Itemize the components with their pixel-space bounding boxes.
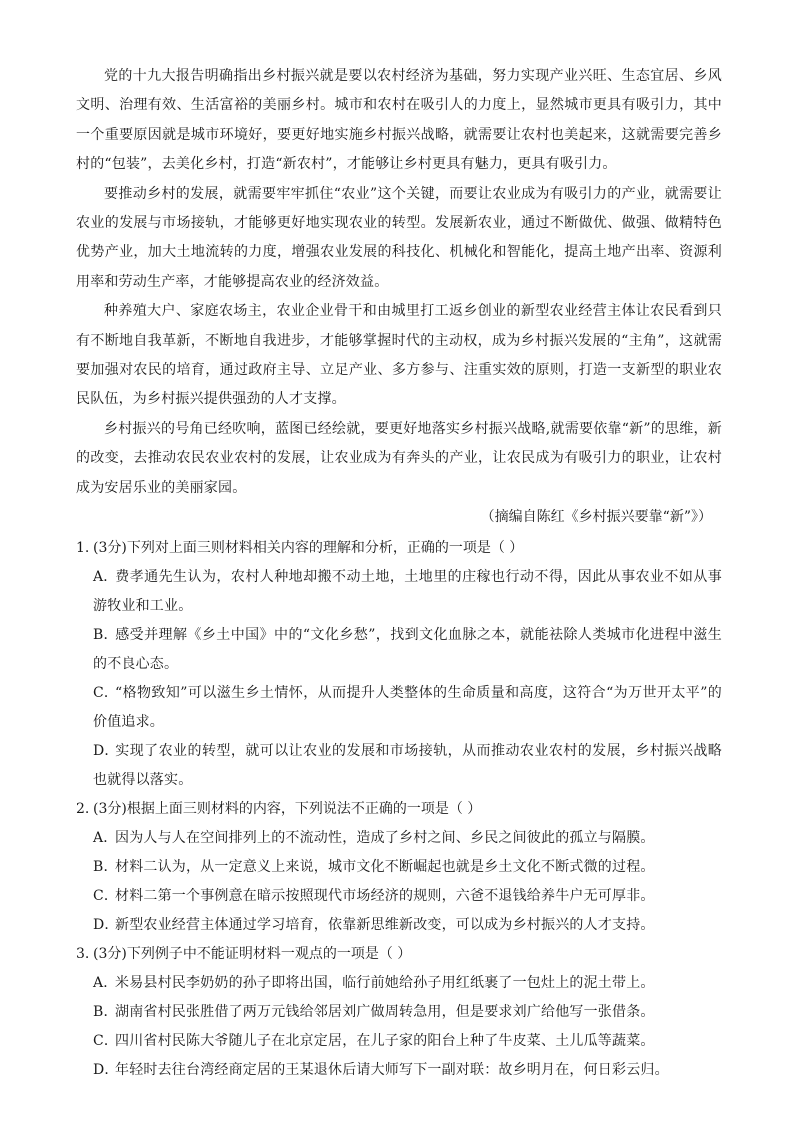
option-letter: D． [93,1062,119,1079]
option-text: 实现了农业的转型，就可以让农业的发展和市场接轨，从而推动农业农村的发展，乡村振兴战略也就得以落实。 [93,743,722,789]
option-a [76,824,722,853]
option-text: 费孝通先生认为，农村人种地却搬不动土地，土地里的庄稼也行动不得，因此从事农业不如从事游牧业和工业。 [93,569,722,615]
option-d [76,737,722,795]
paragraph-3: 种养殖大户、家庭农场主，农业企业骨干和由城里打工返乡创业的新型农业经营主体让农民看到只有不断地自我革新，不断地自我进步，才能够掌握时代的主动权，成为乡村振兴发展的“主角”，这就需要加强对农民的培育，通过政府主导、立足产业、多方参与、注重实效的原则，打造一支新型的职业农民队伍，为乡村振兴提供强劲的人才支撑。 [76,303,722,408]
option-c [76,882,722,911]
option-letter: D． [93,743,119,760]
option-text: 年轻时去往台湾经商定居的王某退休后请大师写下一副对联：故乡明月在，何日彩云归。 [115,1062,669,1079]
question-text: (3分)根据上面三则材料的内容，下列说法不正确的一项是（ ） [93,801,482,818]
paragraph-1: 党的十九大报告明确指出乡村振兴就是要以农村经济为基础，努力实现产业兴旺、生态宜居、乡风文明、治理有效、生活富裕的美丽乡村。城市和农村在吸引人的力度上，显然城市更具有吸引力，其中一个重要原因就是城市环境好，要更好地实施乡村振兴战略，就需要让农村也美起来，这就需要完善乡村的“包装”，去美化乡村，打造“新农村”，才能够让乡村更具有魅力，更具有吸引力。 [76,68,722,173]
question-stem [76,795,722,824]
option-text: 米易县村民李奶奶的孙子即将出国，临行前她给孙子用红纸裹了一包灶上的泥土带上。 [115,975,655,992]
option-letter: A． [93,569,118,586]
option-text: 新型农业经营主体通过学习培育，依靠新思维新改变，可以成为乡村振兴的人才支持。 [115,917,655,934]
question-number: 3. [76,946,90,963]
option-b [76,621,722,679]
option-letter: D． [93,917,119,934]
option-b [76,998,722,1027]
option-b [76,853,722,882]
option-a [76,563,722,621]
option-text: 材料二第一个事例意在暗示按照现代市场经济的规则，六爸不退钱给养牛户无可厚非。 [115,888,655,905]
option-d [76,1056,722,1085]
option-letter: C． [93,685,119,702]
option-text: 感受并理解《乡土中国》中的“文化乡愁”，找到文化血脉之本，就能祛除人类城市化进程中滋生的不良心态。 [93,627,722,673]
option-letter: A． [93,830,118,847]
option-letter: C． [93,1033,119,1050]
option-letter: B． [93,1004,118,1021]
question-stem [76,940,722,969]
question-number: 2. [76,801,90,818]
source-citation: （摘编自陈红《乡村振兴要靠“新”》） [480,509,712,526]
question-3 [76,940,722,1085]
question-stem [76,534,722,563]
option-letter: B． [93,859,118,876]
option-text: 四川省村民陈大爷随儿子在北京定居，在儿子家的阳台上种了牛皮菜、土儿瓜等蔬菜。 [115,1033,655,1050]
option-letter: A． [93,975,118,992]
option-c [76,679,722,737]
question-text: (3分)下列对上面三则材料相关内容的理解和分析，正确的一项是（ ） [93,540,524,557]
question-text: (3分)下列例子中不能证明材料一观点的一项是（ ） [93,946,412,963]
option-text: 湖南省村民张胜借了两万元钱给邻居刘广做周转急用，但是要求刘广给他写一张借条。 [115,1004,655,1021]
option-c [76,1027,722,1056]
option-letter: B． [93,627,118,644]
question-1 [76,534,722,795]
paragraph-2: 要推动乡村的发展，就需要牢牢抓住“农业”这个关键，而要让农业成为有吸引力的产业，就需要让农业的发展与市场接轨，才能够更好地实现农业的转型。发展新农业，通过不断做优、做强、做精特色优势产业，加大土地流转的力度，增强农业发展的科技化、机械化和智能化，提高土地产出率、资源利用率和劳动生产率，才能够提高农业的经济效益。 [76,185,722,290]
document-page [76,62,722,1085]
question-2 [76,795,722,940]
option-text: 材料二认为，从一定意义上来说，城市文化不断崛起也就是乡土文化不断式微的过程。 [115,859,655,876]
option-d [76,911,722,940]
question-number: 1. [76,540,90,557]
option-text: “格物致知”可以滋生乡土情怀，从而提升人类整体的生命质量和高度，这符合“为万世开太平”的价值追求。 [93,685,722,731]
paragraph-4: 乡村振兴的号角已经吹响，蓝图已经绘就，要更好地落实乡村振兴战略,就需要依靠“新”的思维，新的改变，去推动农民农业农村的发展，让农业成为有奔头的产业，让农民成为有吸引力的职业，让农村成为安居乐业的美丽家园。 [76,420,722,496]
option-text: 因为人与人在空间排列上的不流动性，造成了乡村之间、乡民之间彼此的孤立与隔膜。 [115,830,655,847]
option-letter: C． [93,888,119,905]
option-a [76,969,722,998]
